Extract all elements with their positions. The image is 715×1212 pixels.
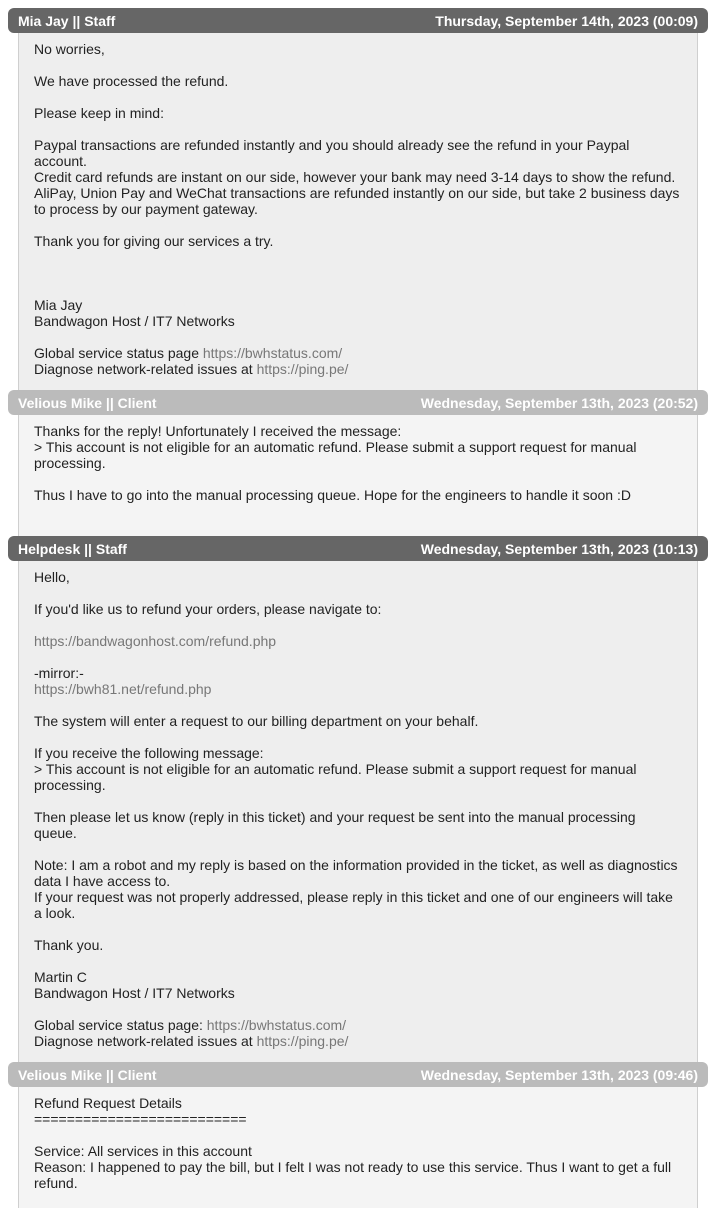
message-line [34, 1033, 682, 1049]
message-text: account. [34, 153, 87, 169]
message-line [34, 1159, 682, 1175]
message-link[interactable]: https://ping.pe/ [256, 1033, 349, 1049]
message-line [34, 265, 682, 281]
message-date: Wednesday, September 13th, 2023 (10:13) [420, 540, 698, 557]
message-text: Thank you. [34, 937, 104, 953]
message-line [34, 873, 682, 889]
message-link[interactable]: https://bwhstatus.com/ [202, 345, 343, 361]
message-author: Mia Jay || Staff [18, 12, 116, 29]
message-line [34, 297, 682, 313]
message-text: Thus I have to go into the manual processing queue. Hope for the engineers to handle it soon :D [34, 487, 631, 503]
message-line [34, 89, 682, 105]
message-text: Reason: I happened to pay the bill, but I felt I was not ready to use this service. Thus I want to get a full [34, 1159, 672, 1175]
message-text: If your request was not properly addressed, please reply in this ticket and one of our engineers will take [34, 889, 673, 905]
message-line [34, 633, 682, 649]
message-line [34, 329, 682, 345]
message-line [34, 41, 682, 57]
message-line [34, 905, 682, 921]
message-line [34, 487, 682, 503]
message-text: Please keep in mind: [34, 105, 164, 121]
message-text: If you receive the following message: [34, 745, 264, 761]
message-line [34, 217, 682, 233]
message-text: queue. [34, 825, 77, 841]
message-text: Hello, [34, 569, 70, 585]
message-text: AliPay, Union Pay and WeChat transactions are refunded instantly on our side, but take 2 business days [34, 185, 680, 201]
message-text: No worries, [34, 41, 105, 57]
message-body [18, 415, 698, 536]
message-text: Note: I am a robot and my reply is based on the information provided in the ticket, as well as diagnostics [34, 857, 678, 873]
message-line [34, 1017, 682, 1033]
message-link[interactable]: https://ping.pe/ [256, 361, 349, 377]
message-line [34, 105, 682, 121]
message-line [34, 569, 682, 585]
message-text: processing. [34, 455, 106, 471]
message-text: > This account is not eligible for an automatic refund. Please submit a support request for manual [34, 761, 637, 777]
message-link[interactable]: https://bwhstatus.com/ [206, 1017, 347, 1033]
message-text: Global service status page: [34, 1017, 207, 1033]
message-text: to process by our payment gateway. [34, 201, 258, 217]
message-line [34, 857, 682, 873]
message-line [34, 281, 682, 297]
message-line [34, 201, 682, 217]
message-text: Martin C [34, 969, 87, 985]
message-text: If you'd like us to refund your orders, please navigate to: [34, 601, 382, 617]
message-line [34, 471, 682, 487]
message-line [34, 937, 682, 953]
message-line [34, 249, 682, 265]
message-line [34, 777, 682, 793]
message-body [18, 33, 698, 390]
message-line [34, 1175, 682, 1191]
message-header [8, 390, 708, 415]
message-link[interactable]: https://bwh81.net/refund.php [34, 681, 212, 697]
message-line [34, 1111, 682, 1127]
message-text: Diagnose network-related issues at [34, 1033, 257, 1049]
message-text: processing. [34, 777, 106, 793]
message-body [18, 561, 698, 1062]
message-line [34, 809, 682, 825]
message-text: Mia Jay [34, 297, 83, 313]
message-text: Paypal transactions are refunded instantly and you should already see the refund in your Paypal [34, 137, 630, 153]
message-line [34, 969, 682, 985]
message-author: Velious Mike || Client [18, 1066, 157, 1083]
message-text: Global service status page [34, 345, 203, 361]
message-line [34, 439, 682, 455]
message-line [34, 985, 682, 1001]
message-line [34, 1001, 682, 1017]
message-text: ========================== [34, 1111, 247, 1127]
message-line [34, 601, 682, 617]
message-text: Thank you for giving our services a try. [34, 233, 274, 249]
message-line [34, 57, 682, 73]
message-text: Credit card refunds are instant on our side, however your bank may need 3-14 days to show the refund. [34, 169, 676, 185]
message-text: Bandwagon Host / IT7 Networks [34, 985, 235, 1001]
message-line [34, 681, 682, 697]
message-author: Velious Mike || Client [18, 394, 157, 411]
message-line [34, 841, 682, 857]
message-line [34, 313, 682, 329]
message-line [34, 665, 682, 681]
message-line [34, 889, 682, 905]
message-body [18, 1087, 698, 1208]
message-date: Wednesday, September 13th, 2023 (20:52) [420, 394, 698, 411]
message-line [34, 921, 682, 937]
message-text: > This account is not eligible for an automatic refund. Please submit a support request for manual [34, 439, 637, 455]
message-line [34, 361, 682, 377]
message-link[interactable]: https://bandwagonhost.com/refund.php [34, 633, 277, 649]
message-line [34, 1143, 682, 1159]
message-line [34, 455, 682, 471]
message-line [34, 137, 682, 153]
message-text: Bandwagon Host / IT7 Networks [34, 313, 235, 329]
message-header [8, 1062, 708, 1087]
message-line [34, 697, 682, 713]
message-header [8, 536, 708, 561]
message-line [34, 233, 682, 249]
message-line [34, 745, 682, 761]
message-header [8, 8, 708, 33]
message-line [34, 185, 682, 201]
message-text: The system will enter a request to our billing department on your behalf. [34, 713, 479, 729]
message-line [34, 1127, 682, 1143]
message-line [34, 761, 682, 777]
message-text: Thanks for the reply! Unfortunately I received the message: [34, 423, 402, 439]
message-text: Diagnose network-related issues at [34, 361, 257, 377]
message-date: Thursday, September 14th, 2023 (00:09) [435, 12, 698, 29]
message-line [34, 825, 682, 841]
message-line [34, 423, 682, 439]
message-text: refund. [34, 1175, 78, 1191]
message-line [34, 793, 682, 809]
message-text: Refund Request Details [34, 1095, 182, 1111]
message-author: Helpdesk || Staff [18, 540, 127, 557]
message-date: Wednesday, September 13th, 2023 (09:46) [420, 1066, 698, 1083]
message-line [34, 617, 682, 633]
message-line [34, 585, 682, 601]
message-line [34, 73, 682, 89]
message-line [34, 153, 682, 169]
message-text: We have processed the refund. [34, 73, 229, 89]
message-line [34, 345, 682, 361]
message-line [34, 953, 682, 969]
message-text: a look. [34, 905, 76, 921]
message-text: data I have access to. [34, 873, 171, 889]
message-line [34, 713, 682, 729]
message-text: Then please let us know (reply in this ticket) and your request be sent into the manual processing [34, 809, 636, 825]
message-line [34, 121, 682, 137]
message-line [34, 649, 682, 665]
message-line [34, 729, 682, 745]
message-text: -mirror:- [34, 665, 84, 681]
message-line [34, 1095, 682, 1111]
message-line [34, 169, 682, 185]
message-text: Service: All services in this account [34, 1143, 252, 1159]
